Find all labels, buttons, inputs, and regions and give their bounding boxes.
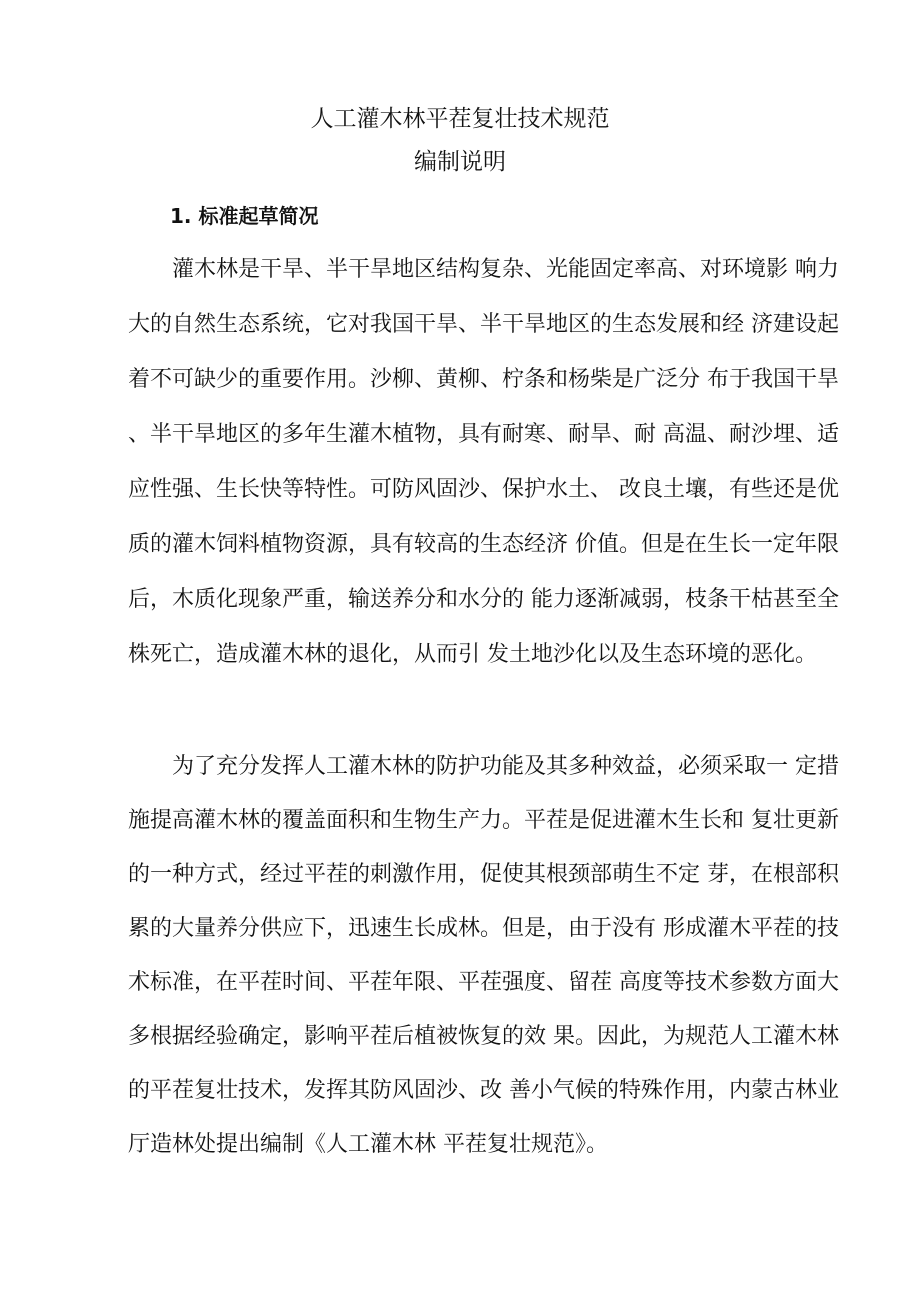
- paragraph-line: 累的大量养分供应下，迅速生长成林。但是，由于没有 形成灌木平茬的技: [128, 916, 839, 941]
- paragraph-line: 应性强、生长快等特性。可防风固沙、保护水土、 改良土壤，有些还是优: [128, 477, 839, 502]
- paragraph-line: 术标准，在平茬时间、平茬年限、平茬强度、留茬 高度等技术参数方面大: [128, 970, 839, 995]
- paragraph-line: 施提高灌木林的覆盖面积和生物生产力。平茬是促进灌木生长和 复壮更新: [128, 808, 839, 833]
- document-title: 人工灌木林平茬复壮技术规范: [310, 106, 610, 132]
- paragraph-line: 后，木质化现象严重，输送养分和水分的 能力逐渐减弱，枝条干枯甚至全: [128, 587, 839, 612]
- document-subtitle: 编制说明: [414, 149, 506, 175]
- paragraph-line: 多根据经验确定，影响平茬后植被恢复的效 果。因此，为规范人工灌木林: [128, 1024, 839, 1049]
- paragraph-line: 的一种方式，经过平茬的刺激作用，促使其根颈部萌生不定 芽，在根部积: [128, 862, 839, 887]
- paragraph-line: 灌木林是干旱、半干旱地区结构复杂、光能固定率高、对环境影 响力: [172, 257, 839, 282]
- section-heading: 1. 标准起草简况: [170, 204, 319, 228]
- paragraph-line: 的平茬复壮技术，发挥其防风固沙、改 善小气候的特殊作用，内蒙古林业: [128, 1078, 839, 1103]
- paragraph-line: 质的灌木饲料植物资源，具有较高的生态经济 价值。但是在生长一定年限: [128, 532, 839, 557]
- paragraph-line: 厅造林处提出编制《人工灌木林 平茬复壮规范》。: [128, 1132, 608, 1157]
- paragraph-line: 株死亡，造成灌木林的退化，从而引 发土地沙化以及生态环境的恶化。: [128, 642, 817, 667]
- paragraph-line: 为了充分发挥人工灌木林的防护功能及其多种效益，必须采取一 定措: [172, 754, 839, 779]
- paragraph-line: 大的自然生态系统，它对我国干旱、半干旱地区的生态发展和经 济建设起: [128, 312, 839, 337]
- paragraph-line: 、半干旱地区的多年生灌木植物，具有耐寒、耐旱、耐 高温、耐沙埋、适: [128, 422, 839, 447]
- paragraph-line: 着不可缺少的重要作用。沙柳、黄柳、柠条和杨柴是广泛分 布于我国干旱: [128, 367, 839, 392]
